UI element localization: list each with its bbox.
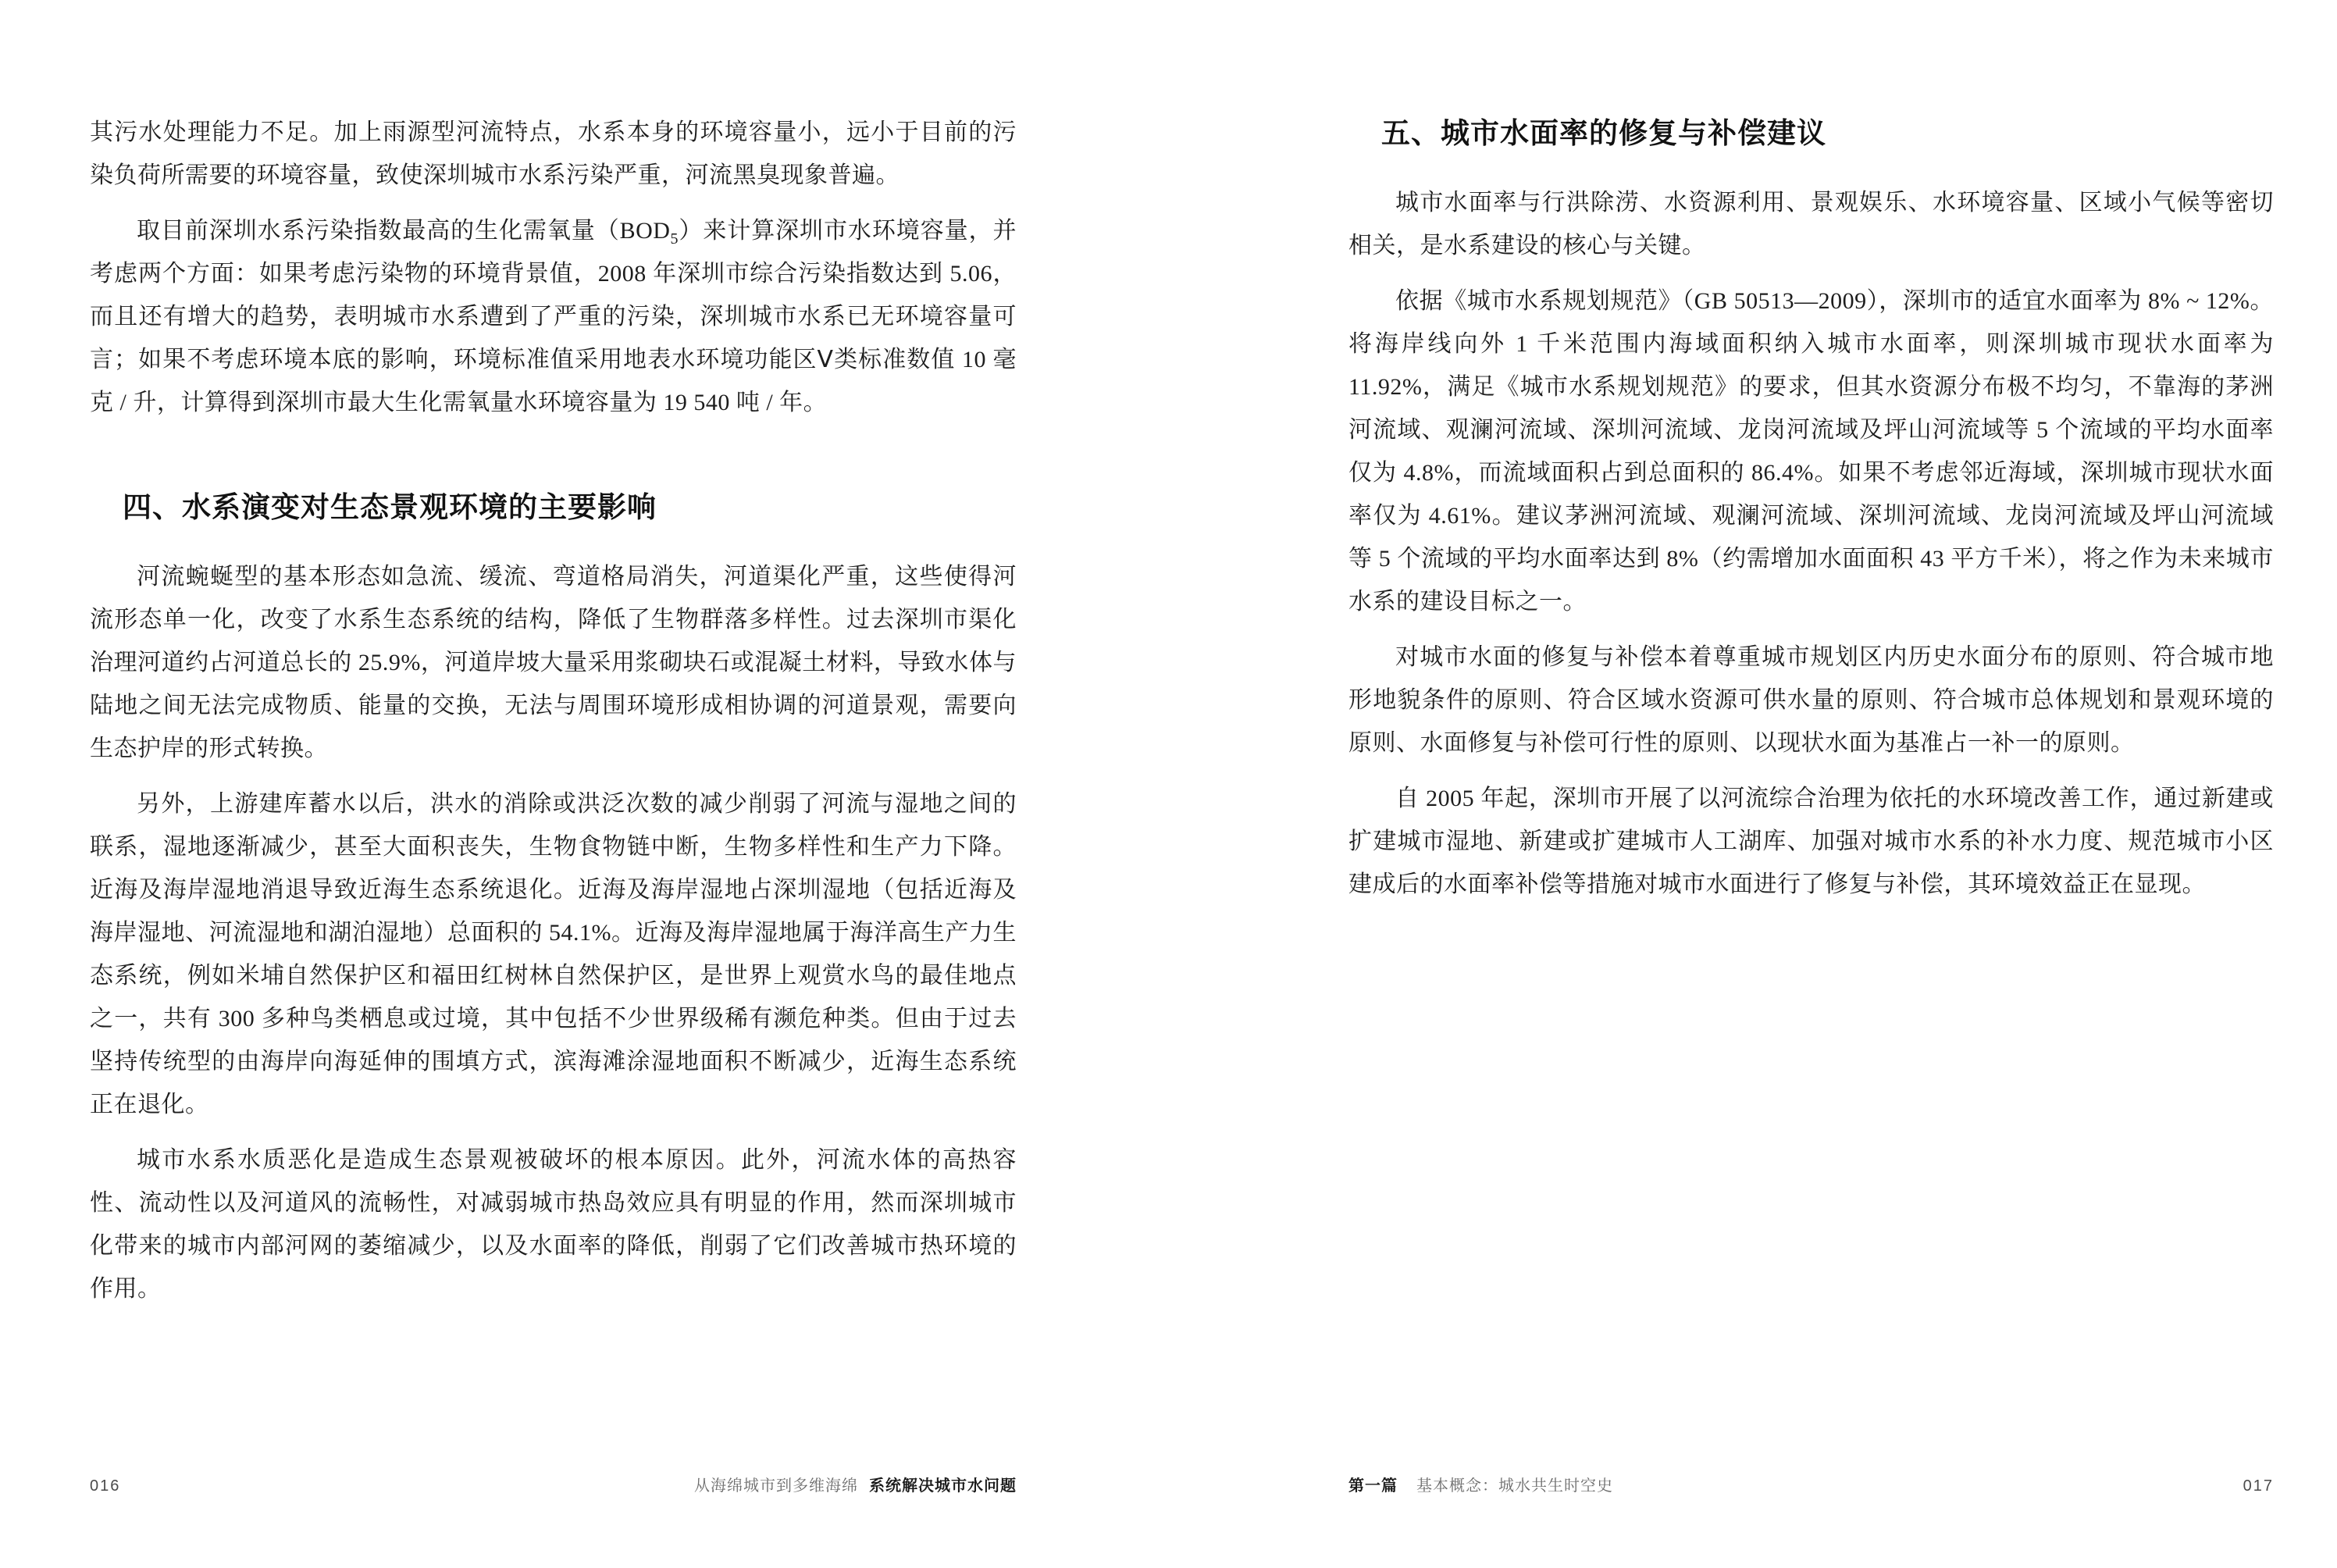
- right-page-footer: [1348, 1476, 2274, 1499]
- right-page: [1348, 116, 2274, 906]
- running-section-title: 基本概念：城水共生时空史: [1416, 1477, 1613, 1495]
- paragraph-wetland: 另外，上游建库蓄水以后，洪水的消除或洪泛次数的减少削弱了河流与湿地之间的联系，湿地逐渐减少，甚至大面积丧失，生物食物链中断，生物多样性和生产力下降。近海及海岸湿地消退导致近海生态系统退化。近海及海岸湿地占深圳湿地（包括近海及海岸湿地、河流湿地和湖泊湿地）总面积的 54.1%。近海及海岸湿地属于海洋高生产力生态系统，例如米埔自然保护区和福田红树林自然保护区，是世界上观赏水鸟的最佳地点之一，共有 300 多种鸟类栖息或过境，其中包括不少世界级稀有濒危种类。但由于过去坚持传统型的由海岸向海延伸的围填方式，滨海滩涂湿地面积不断减少，近海生态系统正在退化。: [90, 791, 1017, 1117]
- left-page: [90, 111, 1017, 1310]
- paragraph-water-ratio-intro: 城市水面率与行洪除涝、水资源利用、景观娱乐、水环境容量、区域小气候等密切相关，是水系建设的核心与关键。: [1348, 190, 2274, 258]
- paragraph-bod-before: 取目前深圳水系污染指数最高的生化需氧量（BOD: [137, 218, 671, 244]
- section-heading-four: 四、水系演变对生态景观环境的主要影响: [123, 491, 657, 523]
- running-book-title: 从海绵城市到多维海绵: [694, 1477, 858, 1495]
- left-page-number: 016: [90, 1477, 121, 1495]
- paragraph-water-ratio-standard: 依据《城市水系规划规范》（GB 50513—2009），深圳市的适宜水面率为 8% ~ 12%。将海岸线向外 1 千米范围内海域面积纳入城市水面率，则深圳城市现状水面率为 11.92%，满足《城市水系规划规范》的要求，但其水资源分布极不均匀，不靠海的茅洲河流域、观澜河流域、深圳河流域、龙岗河流域及坪山河流域等 5 个流域的平均水面率仅为 4.8%，而流域面积占到总面积的 86.4%。如果不考虑邻近海域，深圳城市现状水面率仅为 4.61%。建议茅洲河流域、观澜河流域、深圳河流域、龙岗河流域及坪山河流域等 5 个流域的平均水面率达到 8%（约需增加水面面积 43 平方千米），将之作为未来城市水系的建设目标之一。: [1348, 288, 2274, 615]
- paragraph-since-2005: 自 2005 年起，深圳市开展了以河流综合治理为依托的水环境改善工作，通过新建或扩建城市湿地、新建或扩建城市人工湖库、加强对城市水系的补水力度、规范城市小区建成后的水面率补偿等措施对城市水面进行了修复与补偿，其环境效益正在显现。: [1348, 786, 2274, 897]
- paragraph-river-form: 河流蜿蜒型的基本形态如急流、缓流、弯道格局消失，河道渠化严重，这些使得河流形态单一化，改变了水系生态系统的结构，降低了生物群落多样性。过去深圳市渠化治理河道约占河道总长的 25.9%，河道岸坡大量采用浆砌块石或混凝土材料，导致水体与陆地之间无法完成物质、能量的交换，无法与周围环境形成相协调的河道景观，需要向生态护岸的形式转换。: [90, 564, 1017, 761]
- paragraph-continuation: 其污水处理能力不足。加上雨源型河流特点，水系本身的环境容量小，远小于目前的污染负荷所需要的环境容量，致使深圳城市水系污染严重，河流黑臭现象普遍。: [90, 119, 1017, 188]
- section-heading-five: 五、城市水面率的修复与补偿建议: [1381, 117, 1826, 149]
- paragraph-bod: [90, 209, 1017, 424]
- bod5-subscript: 5: [670, 230, 679, 248]
- right-page-number: 017: [2243, 1477, 2274, 1495]
- running-section-label: 第一篇: [1348, 1477, 1398, 1495]
- paragraph-water-quality: 城市水系水质恶化是造成生态景观被破坏的根本原因。此外，河流水体的高热容性、流动性以及河道风的流畅性，对减弱城市热岛效应具有明显的作用，然而深圳城市化带来的城市内部河网的萎缩减少，以及水面率的降低，削弱了它们改善城市热环境的作用。: [90, 1147, 1017, 1302]
- running-book-subtitle: 系统解决城市水问题: [869, 1477, 1017, 1495]
- paragraph-restoration-principles: 对城市水面的修复与补偿本着尊重城市规划区内历史水面分布的原则、符合城市地形地貌条件的原则、符合区域水资源可供水量的原则、符合城市总体规划和景观环境的原则、水面修复与补偿可行性的原则、以现状水面为基准占一补一的原则。: [1348, 644, 2274, 756]
- paragraph-bod-after: ）来计算深圳市水环境容量，并考虑两个方面：如果考虑污染物的环境背景值，2008 年深圳市综合污染指数达到 5.06，而且还有增大的趋势，表明城市水系遭到了严重的污染，深圳城市水系已无环境容量可言；如果不考虑环境本底的影响，环境标准值采用地表水环境功能区Ⅴ类标准数值 10 毫克 / 升，计算得到深圳市最大生化需氧量水环境容量为 19 540 吨 / 年。: [90, 218, 1017, 415]
- left-page-footer: [90, 1476, 1017, 1499]
